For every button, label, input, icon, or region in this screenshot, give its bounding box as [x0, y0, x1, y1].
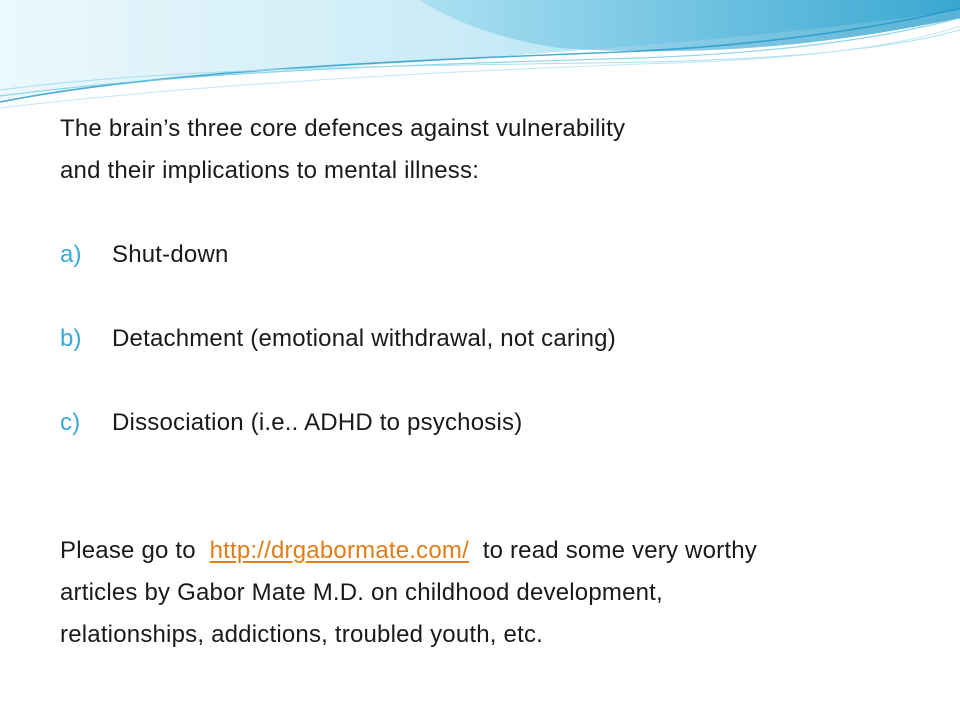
closing-line-3: relationships, addictions, troubled youth, etc.	[60, 621, 544, 648]
list-item	[60, 234, 229, 276]
list-item	[60, 318, 616, 360]
drgabormate-link[interactable]: http://drgabormate.com/	[209, 537, 469, 564]
list-marker: b)	[60, 325, 82, 352]
closing-suffix: to read some very worthy	[468, 537, 757, 564]
list-marker: c)	[60, 409, 81, 436]
list-item-text: Shut-down	[112, 241, 229, 268]
list-item-text: Detachment (emotional withdrawal, not caring)	[112, 325, 616, 352]
list-item	[60, 402, 522, 444]
list-item-text: Dissociation (i.e.. ADHD to psychosis)	[112, 409, 523, 436]
closing-prefix: Please go to	[60, 537, 210, 564]
closing-line-2: articles by Gabor Mate M.D. on childhood development,	[60, 579, 663, 606]
list-marker: a)	[60, 241, 82, 268]
closing-line-1	[60, 530, 757, 572]
slide-content	[60, 108, 920, 648]
heading-line-1: The brain’s three core defences against vulnerability	[60, 115, 626, 142]
heading-line-2: and their implications to mental illness:	[60, 157, 480, 184]
